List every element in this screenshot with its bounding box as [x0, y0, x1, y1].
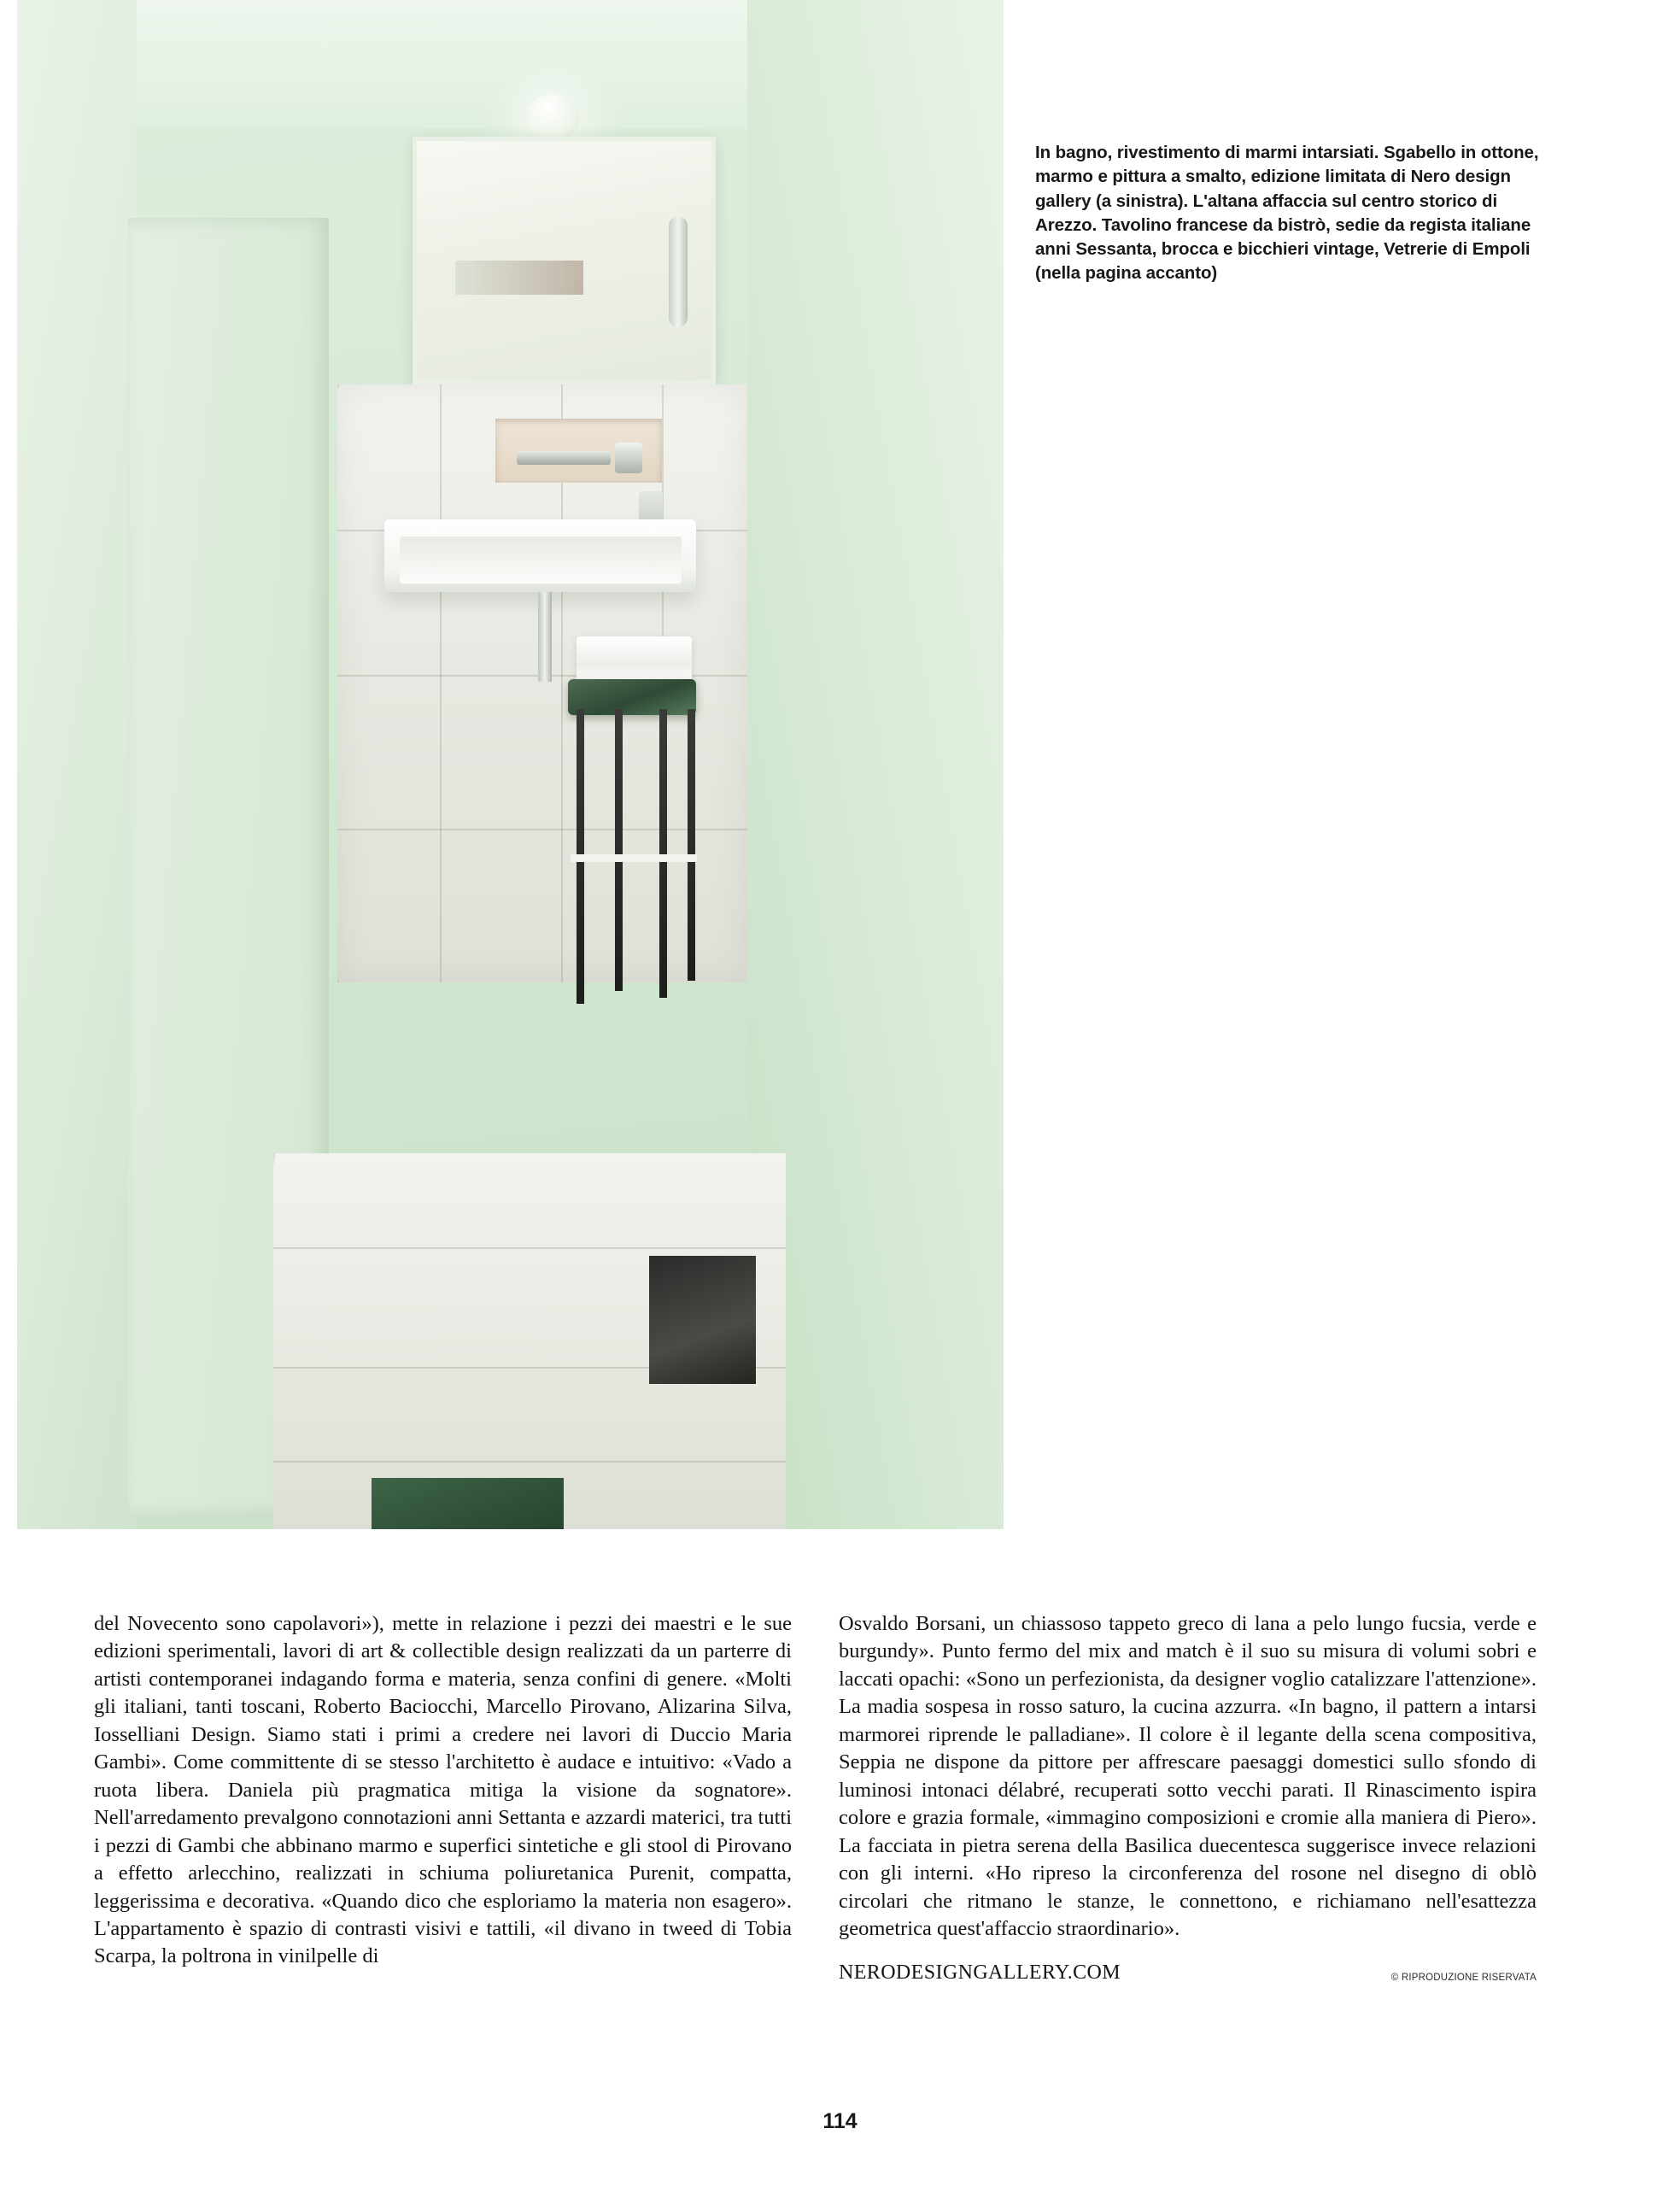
washbasin-bowl	[400, 536, 682, 583]
stool-rail	[571, 854, 697, 862]
copyright-note: © RIPRODUZIONE RISERVATA	[1390, 1973, 1537, 1983]
marble-stool-seat	[568, 679, 696, 715]
left-wall	[17, 0, 137, 1529]
faucet-handle	[615, 443, 642, 473]
mirror-reflection	[455, 261, 583, 295]
stool-leg	[659, 709, 667, 998]
right-wall	[747, 0, 1004, 1529]
body-column-left	[94, 1610, 792, 1987]
folded-towels	[577, 636, 692, 683]
ceiling-lamp	[525, 94, 580, 142]
bathroom-mirror	[413, 137, 716, 384]
stool-leg	[688, 709, 695, 981]
body-column-right	[839, 1610, 1537, 1987]
body-paragraph-right: Osvaldo Borsani, un chiassoso tappeto greco di lana a pelo lungo fucsia, verde e burgundy». Punto fermo del mix and match è il suo su misura di volumi sobri e laccati opachi: «Sono un perfezionista, da designer voglio catalizzare l'attenzione». La madia sospesa in rosso saturo, la cucina azzurra. «In bagno, il pattern a intarsi marmorei riprende le palladiane». Il colore è il legante della scena compositiva, Seppia ne dispone da pittore per affrescare paesaggi domestici sullo sfondo di luminosi intonaci délabré, recuperati sotto vecchi parati. Il Rinascimento ispira colore e grazia formale, «immagino composizioni e cromie alla maniera di Piero». La facciata in pietra serena della Basilica duecentesca suggerisce invece relazioni con gli interni. «Ho ripreso la circonferenza del rosone nel disegno di oblò circolari che ritmano le stanze, le connettono, e richiamano nell'esattezza geometrica quest'affaccio straordinario».	[839, 1612, 1537, 1940]
bathroom-photograph	[17, 0, 1004, 1529]
article-body	[94, 1610, 1537, 1987]
green-marble-inlay	[372, 1478, 564, 1529]
website-link[interactable]: NERODESIGNGALLERY.COM	[839, 1961, 1121, 1985]
dark-marble-inlay	[649, 1256, 756, 1384]
wall-faucet	[517, 451, 611, 465]
stool-leg	[615, 709, 623, 991]
body-paragraph-left: del Novecento sono capolavori»), mette in relazione i pezzi dei maestri e le sue edizioni sperimentali, lavori di art & collectible design realizzati da un parterre di artisti contemporanei indagando forma e materia, senza confini di genere. «Molti gli italiani, tanti toscani, Roberto Baciocchi, Marcello Pirovano, Alizarina Silva, Iosselliani Design. Siamo stati i primi a credere nei lavori di Duccio Maria Gambi». Come committente di se stesso l'architetto è audace e intuitivo: «Vado a ruota libera. Daniela più pragmatica mitiga la visione da sognatore». Nell'arredamento prevalgono connotazioni anni Settanta e azzardi materici, tra tutti i pezzi di Gambi che abbinano marmo e superfici sintetiche e gli stool di Pirovano a effetto arlecchino, realizzati in schiuma poliuretanica Purenit, compatta, leggerissima e decorativa. «Quando dico che esploriamo la materia non esagero». L'appartamento è spazio di contrasti visivi e tattili, «il divano in tweed di Tobia Scarpa, la poltrona in vinilpelle di	[94, 1612, 792, 1968]
photo-caption: In bagno, rivestimento di marmi intarsiati. Sgabello in ottone, marmo e pittura a smalto, edizione limitata di Nero design gallery (a sinistra). L'altana affaccia sul centro storico di Arezzo. Tavolino francese da bistrò, sedie da regista italiane anni Sessanta, brocca e bicchieri vintage, Vetrerie di Empoli (nella pagina accanto)	[1035, 143, 1539, 284]
page-number: 114	[822, 2109, 858, 2133]
credits-row	[839, 1960, 1537, 1987]
drain-pipe	[538, 592, 552, 682]
reflected-radiator	[669, 216, 688, 327]
